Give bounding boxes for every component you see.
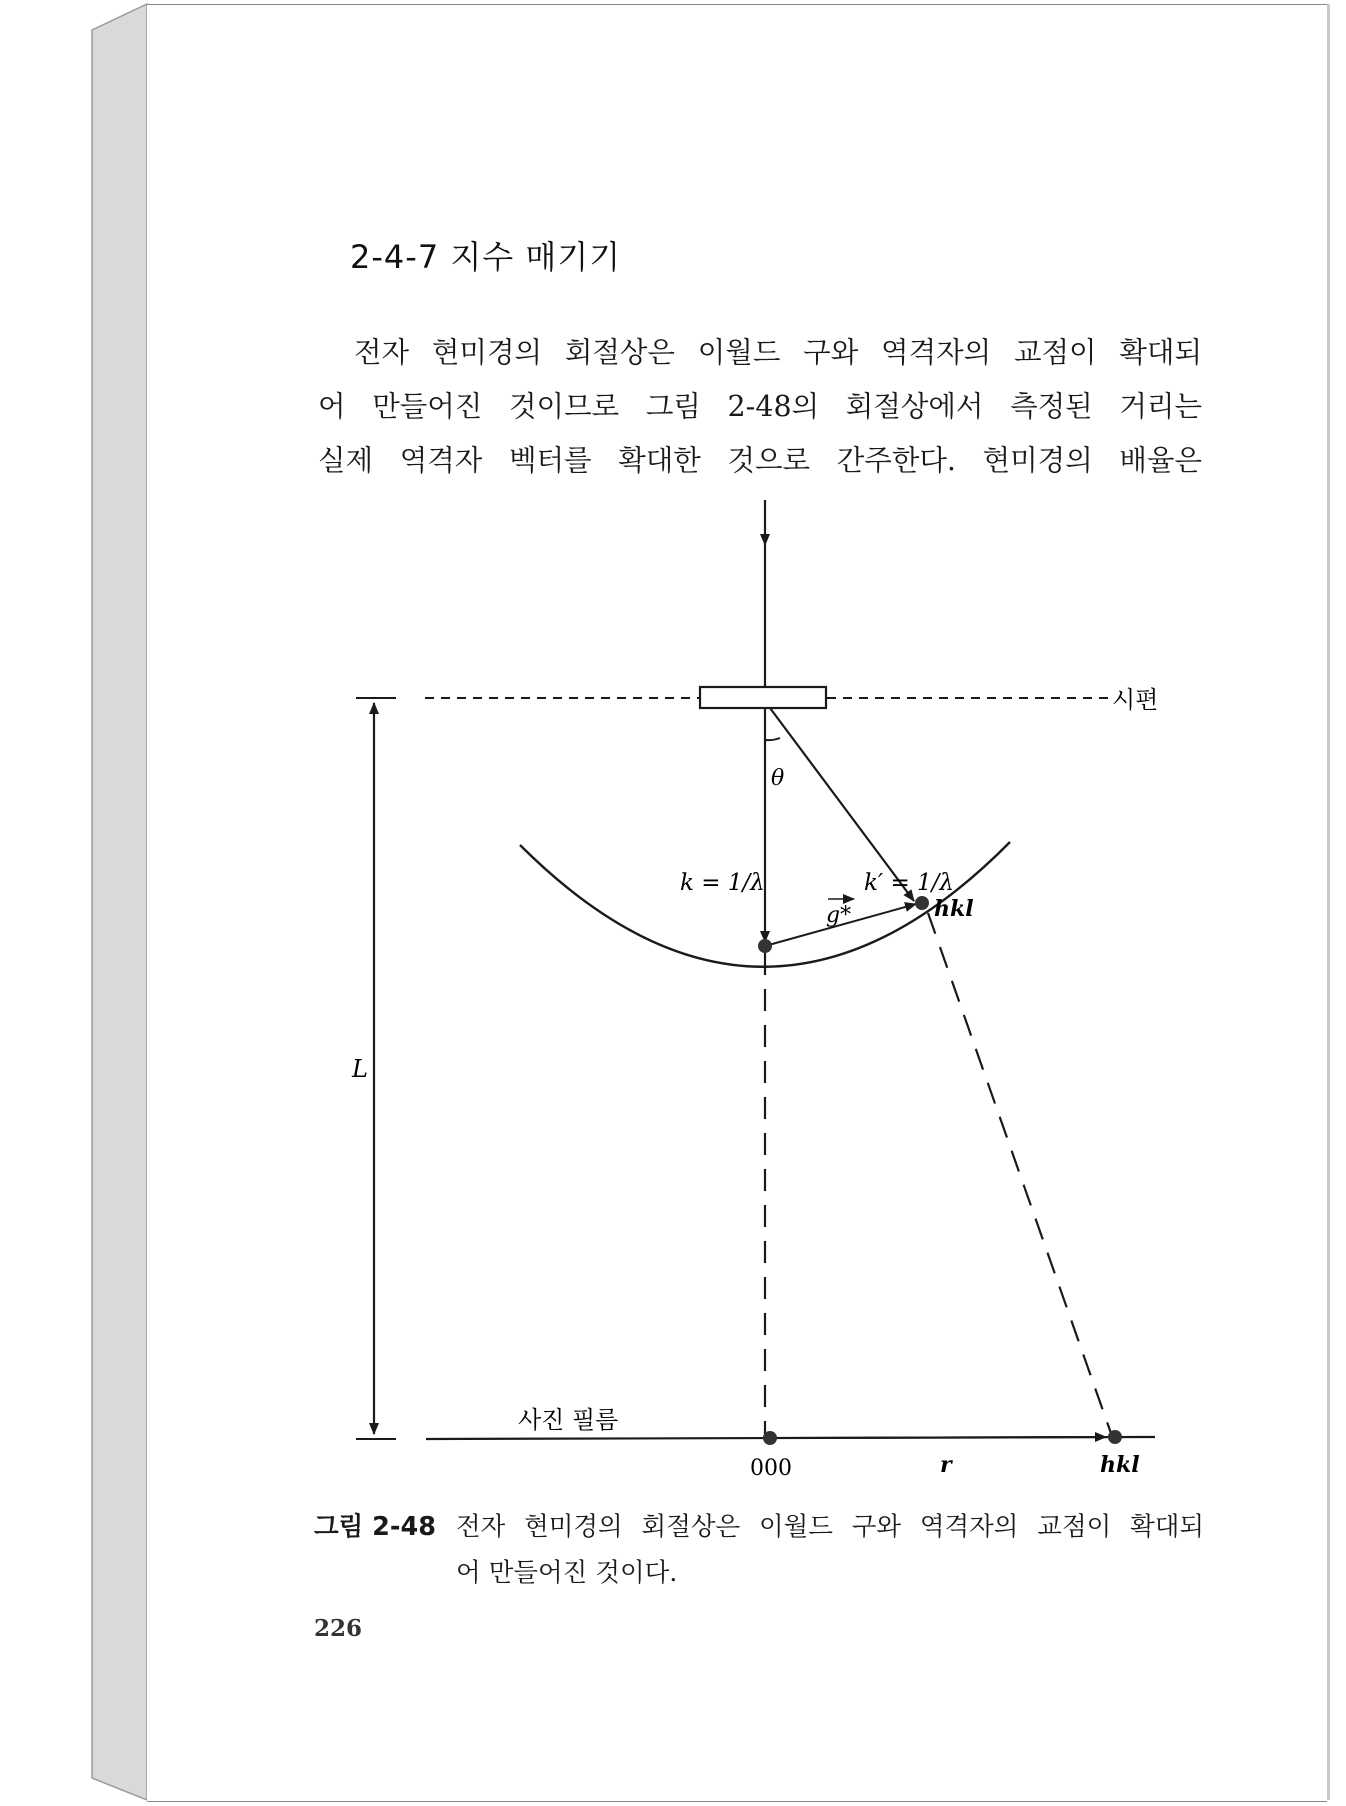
body-paragraph	[318, 326, 1202, 488]
hkl-point-film	[1108, 1430, 1122, 1444]
hkl-point-sphere	[915, 896, 929, 910]
theta-label: θ	[771, 766, 785, 791]
hkl-film-label: hkl	[1100, 1452, 1140, 1478]
k-incident-label: k = 1/λ	[680, 870, 765, 896]
page-number: 226	[314, 1615, 363, 1642]
camera-length-label: L	[352, 1055, 368, 1083]
body-line-3: 실제 역격자 벡터를 확대한 것으로 간주한다. 현미경의 배율은	[318, 444, 1202, 477]
k-diffracted-label: k′ = 1/λ	[864, 870, 955, 896]
body-line-2: 어 만들어진 것이므로 그림 2-48의 회절상에서 측정된 거리는	[318, 390, 1202, 423]
ewald-sphere-diagram	[340, 495, 1220, 1485]
body-line-1: 전자 현미경의 회절상은 이월드 구와 역격자의 교점이 확대되	[354, 336, 1202, 369]
caption-label: 그림 2-48	[314, 1512, 436, 1542]
hkl-sphere-label: hkl	[934, 896, 974, 922]
g-star-label: g*	[826, 903, 852, 928]
origin-point-sphere	[758, 939, 772, 953]
r-label: r	[940, 1452, 952, 1478]
section-heading: 2-4-7 지수 매기기	[350, 238, 622, 276]
caption-line-1: 전자 현미경의 회절상은 이월드 구와 역격자의 교점이 확대되	[456, 1512, 1204, 1542]
photo-film-label: 사진 필름	[518, 1406, 619, 1434]
theta-arc	[765, 738, 780, 740]
caption-line-2: 어 만들어진 것이다.	[456, 1558, 678, 1588]
specimen-label: 시편	[1112, 686, 1159, 714]
origin-point-film	[763, 1431, 777, 1445]
caption-text	[456, 1504, 1204, 1596]
r-vector	[772, 1437, 1106, 1438]
origin-label: 000	[750, 1456, 792, 1481]
specimen-rect	[700, 687, 826, 708]
hkl-projection	[928, 913, 1113, 1439]
